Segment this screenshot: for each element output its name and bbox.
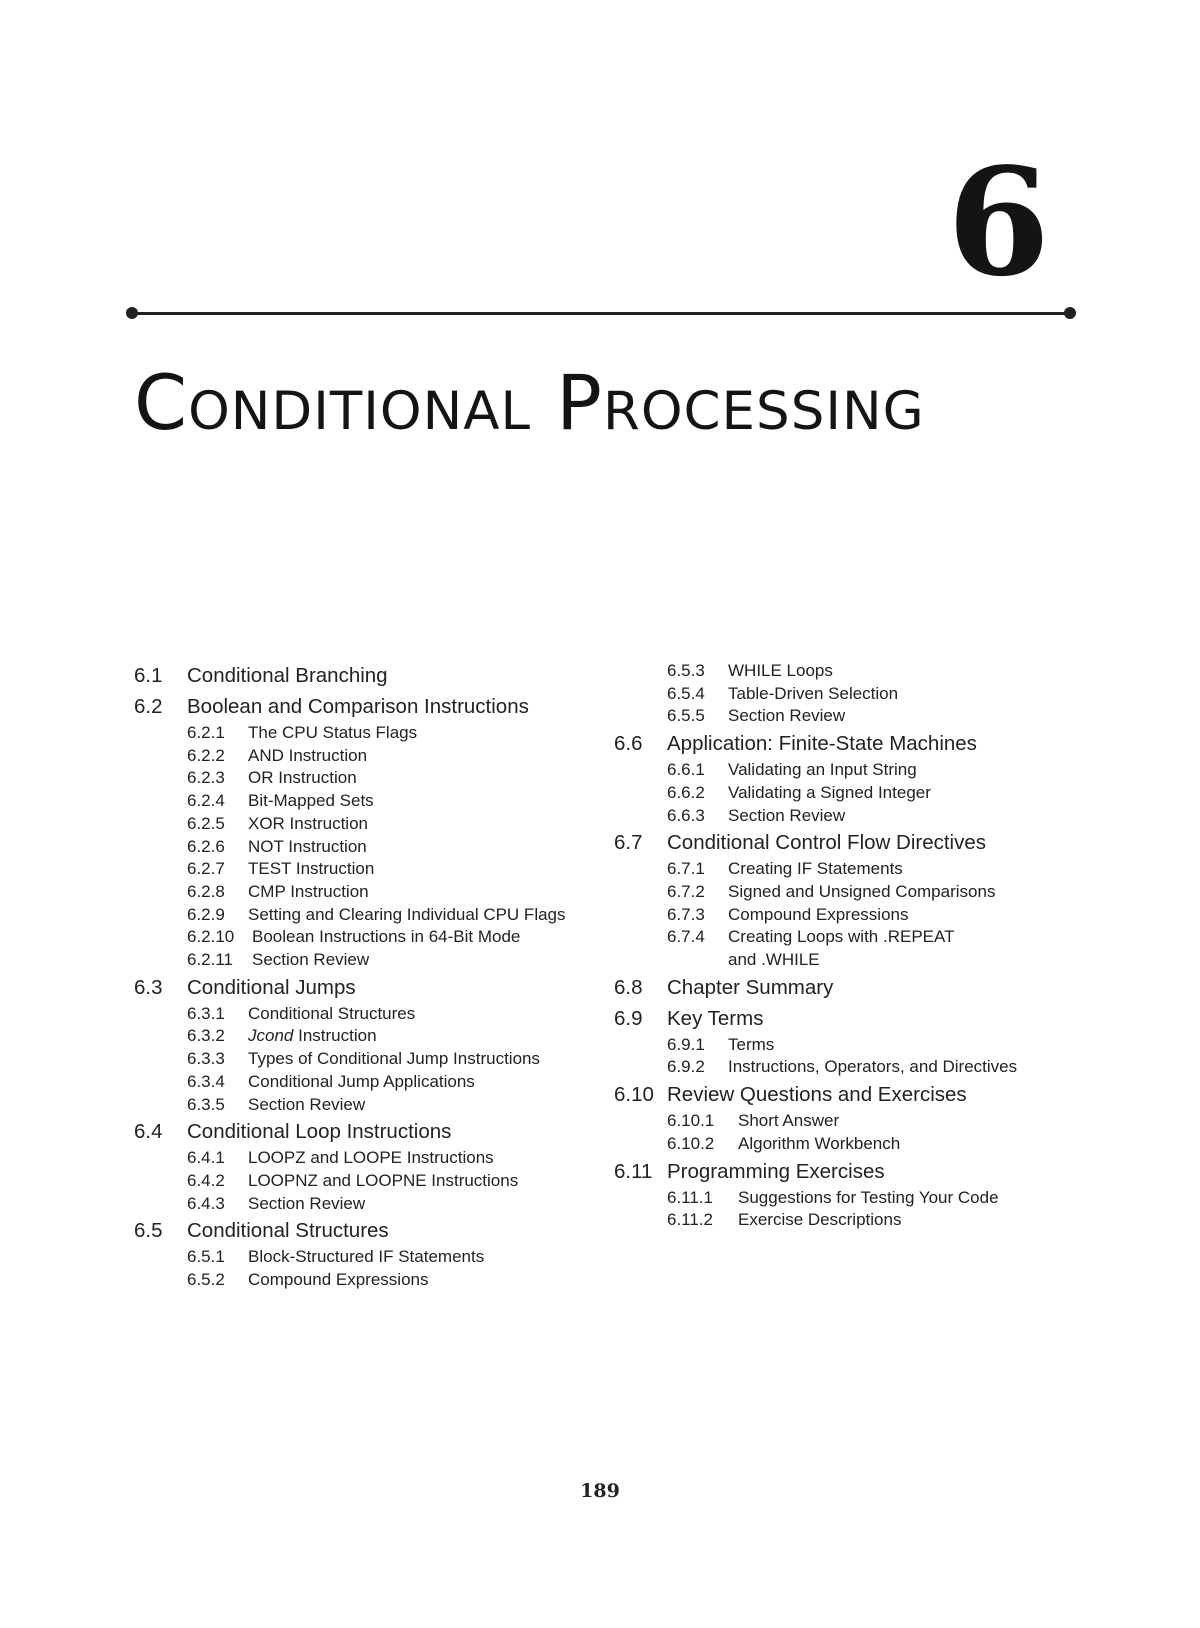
subsection-number: 6.5.4	[667, 683, 705, 703]
subsection-title-italic: Jcond	[248, 1026, 294, 1046]
subsection-number: 6.11.1	[667, 1187, 714, 1207]
subsection-number: 6.6.1	[667, 760, 705, 780]
toc-subsection	[134, 881, 614, 904]
toc-subsection	[614, 759, 1084, 782]
toc-subsection	[134, 767, 614, 790]
subsection-title: Bit-Mapped Sets	[248, 791, 374, 811]
section-title: Key Terms	[667, 1006, 764, 1030]
subsection-title: Validating an Input String	[728, 760, 917, 780]
toc-subsection	[134, 949, 614, 972]
subsection-title: Section Review	[248, 1094, 366, 1114]
subsection-title: Table-Driven Selection	[728, 683, 899, 703]
subsection-number: 6.5.2	[187, 1270, 225, 1290]
toc-section	[134, 1116, 614, 1147]
subsection-title: LOOPZ and LOOPE Instructions	[248, 1148, 494, 1168]
subsection-number: 6.3.4	[187, 1071, 225, 1091]
toc-subsection	[614, 1133, 1084, 1156]
subsection-number: 6.7.2	[667, 881, 705, 901]
toc-subsection	[614, 1209, 1084, 1232]
toc-subsection	[134, 1071, 614, 1094]
subsection-title: Suggestions for Testing Your Code	[738, 1187, 999, 1207]
subsection-title: Compound Expressions	[728, 904, 909, 924]
subsection-number: 6.4.2	[187, 1170, 225, 1190]
subsection-title: Conditional Structures	[248, 1003, 416, 1023]
toc-subsection	[134, 1094, 614, 1117]
subsection-title: Conditional Jump Applications	[248, 1071, 475, 1091]
toc-section	[134, 660, 614, 691]
subsection-number: 6.3.2	[187, 1026, 225, 1046]
toc-subsection	[134, 1269, 614, 1292]
section-number: 6.7	[614, 831, 643, 855]
chapter-number: 6	[947, 135, 1050, 309]
toc-subsection	[134, 790, 614, 813]
subsection-title: NOT Instruction	[248, 836, 367, 856]
toc-subsection	[134, 1246, 614, 1269]
toc-subsection	[134, 1147, 614, 1170]
subsection-number: 6.7.3	[667, 904, 705, 924]
section-number: 6.5	[134, 1219, 163, 1243]
toc-section	[134, 972, 614, 1003]
section-number: 6.2	[134, 695, 163, 718]
subsection-number: 6.10.2	[667, 1133, 715, 1153]
subsection-number: 6.3.5	[187, 1094, 225, 1114]
toc-subsection	[614, 805, 1084, 828]
toc-subsection	[614, 1034, 1084, 1057]
subsection-number: 6.9.1	[667, 1034, 705, 1054]
subsection-title: Boolean Instructions in 64-Bit Mode	[252, 927, 521, 947]
section-title: Conditional Structures	[187, 1219, 389, 1243]
toc-subsection	[614, 1187, 1084, 1210]
section-title: Conditional Branching	[187, 664, 388, 687]
subsection-number: 6.2.2	[187, 745, 225, 765]
subsection-number: 6.2.4	[187, 791, 225, 811]
subsection-number: 6.2.5	[187, 813, 225, 833]
rule-dot-left	[126, 307, 138, 319]
subsection-number: 6.2.10	[187, 927, 235, 947]
subsection-title: Types of Conditional Jump Instructions	[248, 1049, 540, 1069]
subsection-title: Validating a Signed Integer	[728, 782, 931, 802]
subsection-number: 6.4.3	[187, 1193, 225, 1213]
toc-subsection	[614, 1056, 1084, 1079]
subsection-title: OR Instruction	[248, 768, 357, 788]
section-number: 6.9	[614, 1006, 643, 1030]
subsection-number: 6.11.2	[667, 1210, 714, 1230]
subsection-title: WHILE Loops	[728, 661, 833, 680]
section-title: Conditional Control Flow Directives	[667, 831, 987, 855]
toc-subsection	[134, 722, 614, 745]
section-title: Chapter Summary	[667, 975, 834, 999]
subsection-title: Creating IF Statements	[728, 859, 903, 879]
toc-subsection	[614, 904, 1084, 927]
chapter-rule	[132, 312, 1070, 315]
toc-subsection	[134, 1025, 614, 1048]
toc-section	[134, 1215, 614, 1246]
toc-subsection	[614, 1110, 1084, 1133]
subsection-title: Section Review	[728, 706, 846, 726]
subsection-title: Instructions, Operators, and Directives	[728, 1057, 1018, 1077]
toc-subsection	[134, 858, 614, 881]
toc-section	[614, 1156, 1084, 1187]
subsection-number: 6.3.1	[187, 1003, 225, 1023]
section-title: Programming Exercises	[667, 1159, 885, 1183]
toc-subsection	[134, 836, 614, 859]
page-number: 189	[580, 1480, 620, 1502]
toc-subsection	[614, 683, 1084, 706]
toc-subsection	[614, 782, 1084, 805]
section-number: 6.8	[614, 975, 643, 999]
subsection-title-rest: Instruction	[293, 1026, 377, 1046]
subsection-number: 6.5.3	[667, 661, 705, 680]
subsection-title: Creating Loops with .REPEAT	[728, 927, 955, 947]
section-number: 6.10	[614, 1083, 654, 1107]
toc-left-column	[134, 660, 614, 1292]
subsection-number: 6.2.9	[187, 904, 225, 924]
toc-subsection	[134, 1003, 614, 1026]
subsection-title: Block-Structured IF Statements	[248, 1247, 485, 1267]
subsection-title: TEST Instruction	[248, 859, 375, 879]
toc-subsection	[614, 660, 1084, 683]
section-title: Conditional Jumps	[187, 975, 356, 999]
subsection-title: Section Review	[248, 1193, 366, 1213]
subsection-title: XOR Instruction	[248, 813, 368, 833]
subsection-title: Algorithm Workbench	[738, 1133, 901, 1153]
section-number: 6.6	[614, 732, 643, 756]
toc-subsection	[614, 705, 1084, 728]
subsection-title: Section Review	[728, 805, 846, 825]
section-title: Conditional Loop Instructions	[187, 1120, 452, 1144]
subsection-number: 6.5.5	[667, 706, 705, 726]
subsection-number: 6.2.3	[187, 768, 225, 788]
section-title: Review Questions and Exercises	[667, 1083, 967, 1107]
subsection-number: 6.7.4	[667, 927, 705, 947]
subsection-number: 6.5.1	[187, 1247, 225, 1267]
subsection-title: Exercise Descriptions	[738, 1210, 902, 1230]
toc-subsection	[134, 1048, 614, 1071]
subsection-number: 6.6.2	[667, 782, 705, 802]
subsection-title: CMP Instruction	[248, 881, 369, 901]
toc-subsection	[134, 745, 614, 768]
section-title: Boolean and Comparison Instructions	[187, 695, 529, 718]
toc-section	[614, 1079, 1084, 1110]
subsection-number: 6.2.1	[187, 723, 225, 742]
toc-subsection	[134, 926, 614, 949]
subsection-number: 6.2.8	[187, 881, 225, 901]
subsection-title: Signed and Unsigned Comparisons	[728, 881, 996, 901]
toc-section	[614, 1003, 1084, 1034]
subsection-title: LOOPNZ and LOOPNE Instructions	[248, 1170, 519, 1190]
subsection-number: 6.2.11	[187, 950, 234, 970]
subsection-title: Section Review	[252, 950, 370, 970]
toc-subsection	[134, 1170, 614, 1193]
subsection-title: The CPU Status Flags	[248, 723, 418, 742]
toc-subsection	[614, 926, 1084, 949]
subsection-title: Short Answer	[738, 1111, 840, 1131]
subsection-title: AND Instruction	[248, 745, 368, 765]
subsection-title-continued: and .WHILE	[728, 950, 820, 970]
subsection-number: 6.3.3	[187, 1049, 225, 1069]
toc-subsection	[614, 858, 1084, 881]
subsection-number: 6.4.1	[187, 1148, 225, 1168]
toc-right-column	[614, 660, 1084, 1232]
toc-section	[614, 728, 1084, 759]
section-number: 6.4	[134, 1120, 163, 1144]
toc-section	[614, 972, 1084, 1003]
toc-section	[134, 691, 614, 722]
section-title: Application: Finite-State Machines	[667, 732, 977, 756]
subsection-number: 6.2.6	[187, 836, 225, 856]
subsection-number: 6.2.7	[187, 859, 225, 879]
rule-dot-right	[1064, 307, 1076, 319]
subsection-number: 6.10.1	[667, 1111, 715, 1131]
subsection-number: 6.9.2	[667, 1057, 705, 1077]
section-number: 6.1	[134, 664, 163, 687]
chapter-title: Conditional Processing	[134, 358, 925, 447]
subsection-title	[248, 1025, 377, 1048]
subsection-number: 6.7.1	[667, 859, 705, 879]
toc-subsection	[134, 904, 614, 927]
section-number: 6.3	[134, 975, 163, 999]
toc-subsection	[134, 813, 614, 836]
section-number: 6.11	[614, 1159, 653, 1183]
subsection-number: 6.6.3	[667, 805, 705, 825]
subsection-title: Setting and Clearing Individual CPU Flags	[248, 904, 566, 924]
toc-subsection	[614, 881, 1084, 904]
toc-section	[614, 827, 1084, 858]
subsection-title: Terms	[728, 1034, 775, 1054]
subsection-title: Compound Expressions	[248, 1270, 429, 1290]
toc-subsection	[134, 1193, 614, 1216]
